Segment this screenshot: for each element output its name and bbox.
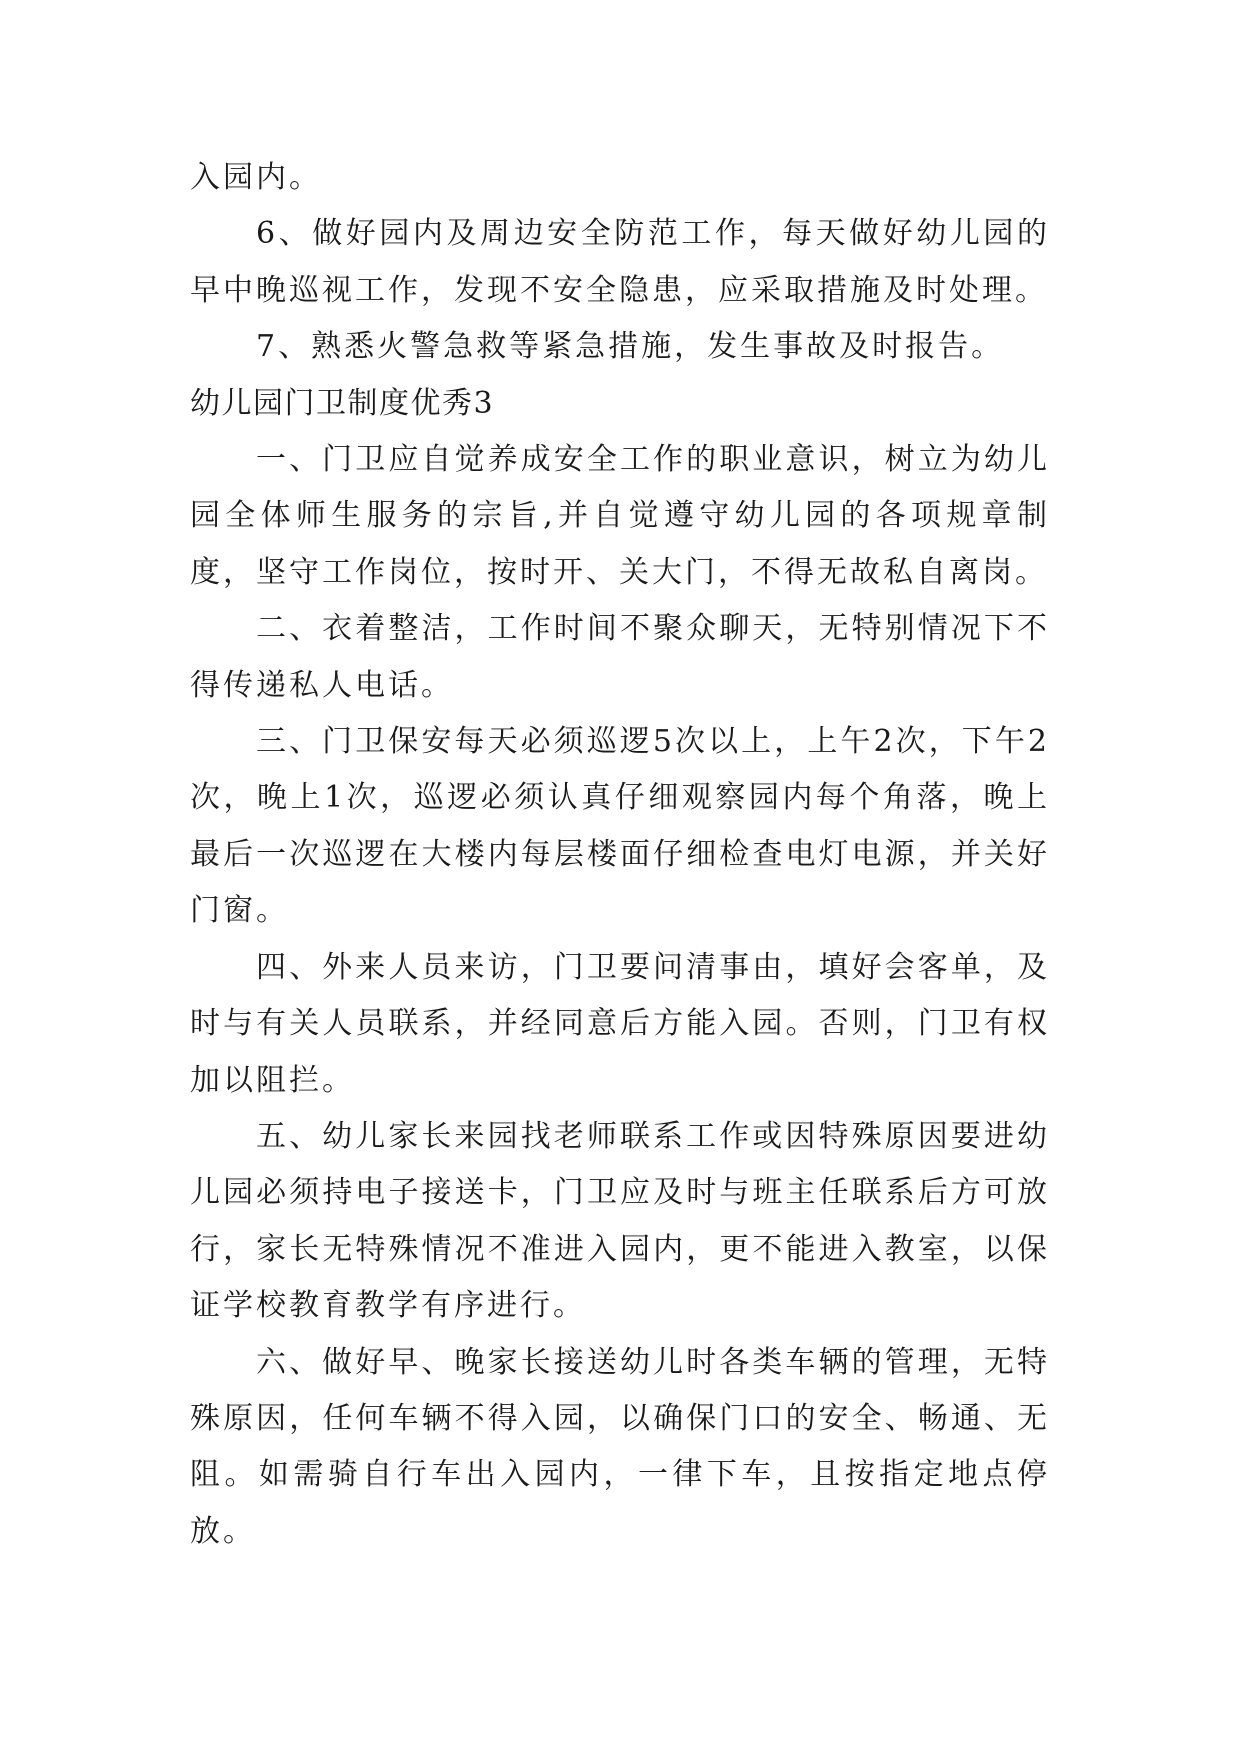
paragraph-rule-5: 五、幼儿家长来园找老师联系工作或因特殊原因要进幼儿园必须持电子接送卡，门卫应及时与班主任联系后方可放行，家长无特殊情况不准进入园内，更不能进入教室，以保证学校教育教学有序进行。 xyxy=(190,1118,1050,1324)
paragraph-rule-2: 二、衣着整洁，工作时间不聚众聊天，无特别情况下不得传递私人电话。 xyxy=(190,611,1050,703)
section-heading: 幼儿园门卫制度优秀3 xyxy=(190,385,495,421)
paragraph-item-7: 7、熟悉火警急救等紧急措施，发生事故及时报告。 xyxy=(256,329,1005,365)
paragraph-rule-4: 四、外来人员来访，门卫要问清事由，填好会客单，及时与有关人员联系，并经同意后方能入园。否则，门卫有权加以阻拦。 xyxy=(190,949,1050,1098)
paragraph-item-6: 6、做好园内及周边安全防范工作，每天做好幼儿园的早中晚巡视工作，发现不安全隐患，应采取措施及时处理。 xyxy=(190,216,1050,308)
paragraph-continuation: 入园内。 xyxy=(190,160,322,195)
paragraph-rule-1: 一、门卫应自觉养成安全工作的职业意识，树立为幼儿园全体师生服务的宗旨,并自觉遵守幼儿园的各项规章制度，坚守工作岗位，按时开、关大门，不得无故私自离岗。 xyxy=(190,442,1050,590)
document-body xyxy=(190,150,1050,1560)
paragraph-rule-3: 三、门卫保安每天必须巡逻5次以上，上午2次，下午2次，晚上1次，巡逻必须认真仔细观察园内每个角落，晚上最后一次巡逻在大楼内每层楼面仔细检查电灯电源，并关好门窗。 xyxy=(190,724,1050,929)
paragraph-rule-6: 六、做好早、晚家长接送幼儿时各类车辆的管理，无特殊原因，任何车辆不得入园，以确保门口的安全、畅通、无阻。如需骑自行车出入园内，一律下车，且按指定地点停放。 xyxy=(190,1344,1050,1549)
